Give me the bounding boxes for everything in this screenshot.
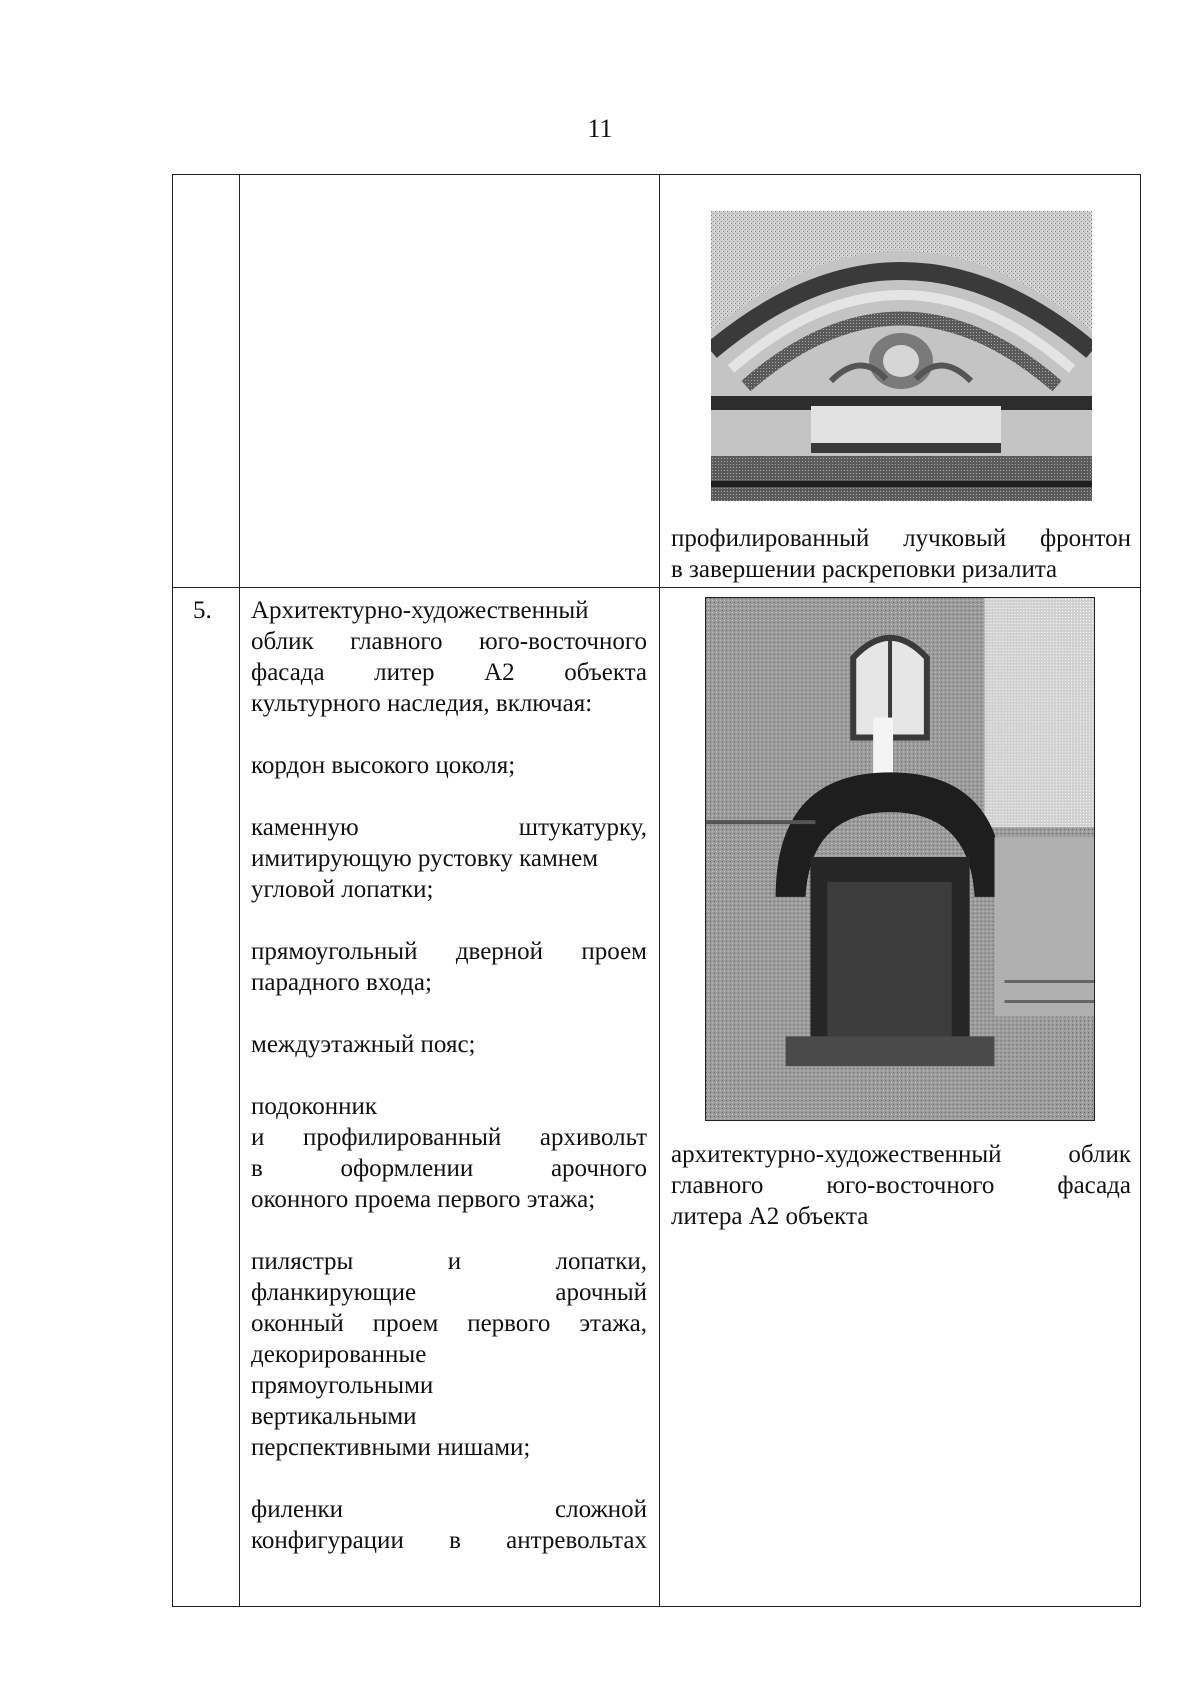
feature-line: оконного проема первого этажа;	[251, 1186, 596, 1213]
feature-line: Архитектурно-художественный	[251, 597, 589, 624]
feature-line: декорированные	[251, 1341, 427, 1368]
feature-line: оконный проем первого этажа,	[251, 1310, 647, 1337]
page-number: 11	[587, 114, 613, 143]
entrance-canopy-photo	[705, 597, 1095, 1121]
paragraph-gap	[251, 1060, 647, 1091]
feature-list	[251, 595, 647, 1556]
column-divider-photo	[659, 175, 660, 1606]
photo-caption-block	[671, 1139, 1131, 1232]
feature-line: подоконник	[251, 1093, 378, 1120]
feature-line: культурного наследия, включая:	[251, 690, 593, 717]
feature-line: фасада литер А2 объекта	[251, 659, 647, 686]
feature-line: угловой лопатки;	[251, 876, 434, 903]
document-table	[172, 174, 1141, 1607]
row-number: 5.	[193, 597, 212, 624]
feature-line: каменную штукатурку,	[251, 814, 647, 841]
paragraph-gap	[251, 905, 647, 936]
paragraph-gap	[251, 719, 647, 750]
paragraph-gap	[251, 1463, 647, 1494]
feature-line: прямоугольными	[251, 1372, 434, 1399]
caption-line: главного юго-восточного фасада	[671, 1172, 1131, 1199]
feature-line: и профилированный архивольт	[251, 1124, 647, 1151]
feature-line: парадного входа;	[251, 969, 432, 996]
feature-line: фланкирующие арочный	[251, 1279, 647, 1306]
feature-line: облик главного юго-восточного	[251, 628, 647, 655]
feature-line: филенки сложной	[251, 1496, 647, 1523]
feature-line: вертикальными	[251, 1403, 417, 1430]
photo-caption: в завершении раскреповки ризалита	[671, 556, 1058, 583]
row-divider	[173, 587, 1140, 588]
feature-line: пилястры и лопатки,	[251, 1248, 647, 1275]
feature-line: в оформлении арочного	[251, 1155, 647, 1182]
photo-caption: профилированный лучковый фронтон	[671, 525, 1131, 552]
paragraph-gap	[251, 998, 647, 1029]
feature-line: междуэтажный пояс;	[251, 1031, 476, 1058]
arched-pediment-photo	[711, 211, 1092, 501]
paragraph-gap	[251, 781, 647, 812]
paragraph-gap	[251, 1215, 647, 1246]
feature-line: конфигурации в антревольтах	[251, 1527, 647, 1554]
feature-line: кордон высокого цоколя;	[251, 752, 516, 779]
feature-line: прямоугольный дверной проем	[251, 938, 647, 965]
caption-line: литера А2 объекта	[671, 1203, 869, 1230]
feature-line: имитирующую рустовку камнем	[251, 845, 599, 872]
caption-line: архитектурно-художественный облик	[671, 1141, 1131, 1168]
column-divider-number	[239, 175, 240, 1606]
feature-line: перспективными нишами;	[251, 1434, 531, 1461]
